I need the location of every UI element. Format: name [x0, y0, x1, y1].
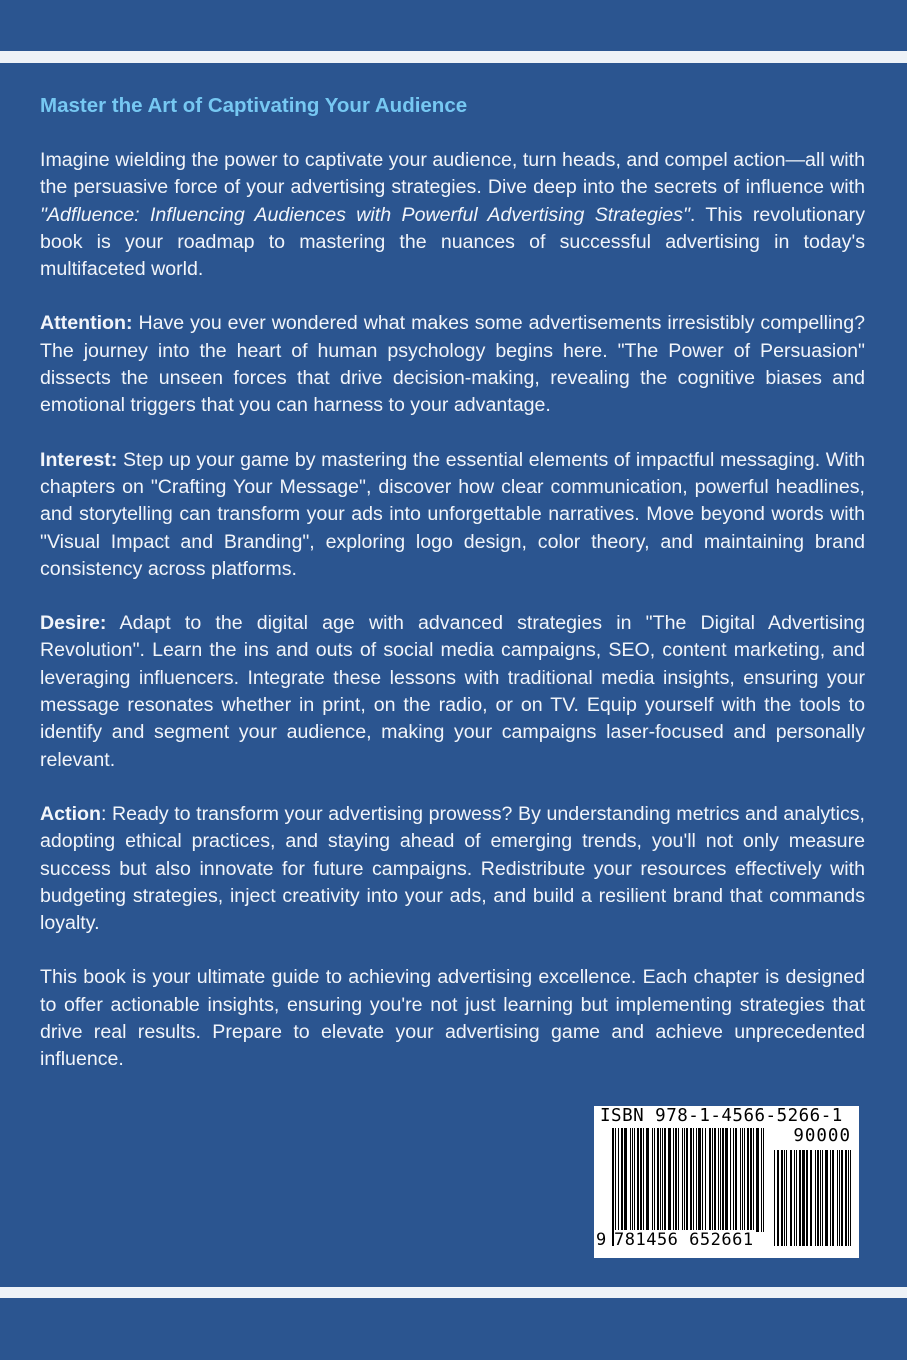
barcode-bar	[678, 1128, 679, 1232]
addon-bar	[841, 1150, 843, 1246]
isbn-number: ISBN 978-1-4566-5266-1	[600, 1106, 843, 1126]
addon-bar	[832, 1150, 834, 1246]
addon-bar	[774, 1150, 775, 1246]
barcode-bar	[722, 1128, 724, 1232]
barcode-bar	[675, 1128, 677, 1232]
addon-bar	[848, 1150, 849, 1246]
addon-bar	[817, 1150, 819, 1246]
barcode-bar	[621, 1128, 623, 1232]
addon-bar	[845, 1150, 847, 1246]
intro-paragraph	[40, 147, 865, 283]
barcode-bar	[662, 1128, 663, 1232]
ean-digits: 781456 652661	[614, 1230, 754, 1250]
interest-label: Interest:	[40, 448, 118, 471]
closing-paragraph: This book is your ultimate guide to achieving advertising excellence. Each chapter is designed to offer actionable insights, ensuring you're not just learning but implementing strategies that drive real results. Prepare to elevate your advertising game and achieve unprecedented influence.	[40, 966, 865, 1071]
barcode-bar	[637, 1128, 639, 1232]
barcode-bar	[753, 1128, 754, 1232]
barcode-bar	[630, 1128, 631, 1232]
addon-bar	[777, 1150, 779, 1246]
barcode-bar	[682, 1128, 683, 1232]
barcode-bar	[640, 1128, 642, 1232]
barcode-bar	[668, 1128, 671, 1232]
addon-bar	[837, 1150, 838, 1246]
barcode-bar	[750, 1128, 752, 1232]
barcode-bar	[744, 1128, 745, 1232]
addon-bar	[796, 1150, 797, 1246]
barcode-bar	[624, 1128, 627, 1232]
barcode-bar	[652, 1128, 653, 1232]
barcode-bar	[763, 1128, 764, 1232]
addon-bar	[825, 1150, 828, 1246]
addon-bar	[806, 1150, 808, 1246]
action-text: : Ready to transform your advertising prowess? By understanding metrics and analytics, adopting ethical practices, and staying ahead of emerging trends, you'll not only measure success but also innovate for future campaigns. Redistribute your resources effectively with budgeting strategies, inject creativity into your ads, and build a resilient brand that commands loyalty.	[40, 802, 865, 935]
desire-paragraph	[40, 610, 865, 774]
barcode-bar	[612, 1128, 614, 1246]
addon-bar	[799, 1150, 801, 1246]
barcode-bar	[740, 1128, 741, 1232]
barcode-bar	[702, 1128, 703, 1232]
addon-bar	[810, 1150, 812, 1246]
addon-bar	[802, 1150, 805, 1246]
book-title-italic: "Adfluence: Influencing Audiences with Powerful Advertising Strategies"	[40, 203, 690, 226]
barcode-bar	[714, 1128, 716, 1232]
barcode-bar	[684, 1128, 685, 1246]
barcode-bar	[696, 1128, 697, 1232]
top-stripe	[0, 51, 907, 63]
barcode-bar	[725, 1128, 728, 1232]
addon-bar	[786, 1150, 787, 1246]
barcode-bar	[690, 1128, 692, 1232]
interest-text: Step up your game by mastering the essential elements of impactful messaging. With chapters on "Crafting Your Message", discover how clear communication, powerful headlines, and storytelling can transform your ads into unforgettable narratives. Move beyond words with "Visual Impact and Branding", exploring logo design, color theory, and maintaining brand consistency across platforms.	[40, 448, 865, 580]
barcode-bar	[698, 1128, 701, 1232]
barcode-bar	[654, 1128, 655, 1232]
desire-label: Desire:	[40, 612, 107, 635]
barcode-bar	[634, 1128, 635, 1232]
addon-bar	[815, 1150, 816, 1246]
barcode-bar	[632, 1128, 633, 1232]
barcode-bar	[733, 1128, 734, 1232]
barcode-bar	[673, 1128, 674, 1232]
intro-text-2: . This revolutionary book is your roadmap to mastering the nuances of successful advertising in today's multifaceted world.	[40, 203, 865, 281]
addon-bar	[822, 1150, 823, 1246]
action-paragraph	[40, 801, 865, 937]
attention-paragraph	[40, 310, 865, 419]
barcode-bar	[646, 1128, 649, 1232]
intro-text-1: Imagine wielding the power to captivate your audience, turn heads, and compel action—all with the persuasive force of your advertising strategies. Dive deep into the secrets of influence with	[40, 149, 865, 199]
barcode-bar	[705, 1128, 706, 1232]
price-code: 90000	[793, 1126, 851, 1146]
barcode-bar	[660, 1128, 661, 1232]
barcode-bar	[747, 1128, 749, 1232]
barcode-bar	[643, 1128, 644, 1232]
back-cover-text	[40, 92, 865, 1101]
barcode-bar	[718, 1128, 719, 1232]
addon-bar	[794, 1150, 795, 1246]
barcode-bar	[615, 1128, 616, 1246]
barcode-bar	[693, 1128, 694, 1232]
barcode-bar	[686, 1128, 688, 1246]
barcode-bar	[712, 1128, 713, 1232]
cover-heading: Master the Art of Captivating Your Audience	[40, 94, 468, 117]
addon-bar	[790, 1150, 792, 1246]
barcode-bar	[664, 1128, 666, 1232]
action-label: Action	[40, 802, 101, 825]
addon-bar	[839, 1150, 840, 1246]
barcode-bar	[657, 1128, 659, 1232]
barcode-bar	[618, 1128, 619, 1232]
addon-bar	[784, 1150, 785, 1246]
addon-bar	[850, 1150, 851, 1246]
isbn-barcode	[594, 1106, 859, 1258]
barcode-bar	[756, 1128, 759, 1232]
barcode-bar	[709, 1128, 711, 1232]
desire-text: Adapt to the digital age with advanced strategies in "The Digital Advertising Revolution". Learn the ins and outs of social media campaigns, SEO, content marketing, and leveraging influencers. Integrate these lessons with traditional media insights, ensuring your message resonates whether in print, on the radio, or on TV. Equip yourself with the tools to identify and segment your audience, making your campaigns laser-focused and personally relevant.	[40, 612, 865, 771]
addon-bar	[830, 1150, 831, 1246]
addon-bar	[820, 1150, 821, 1246]
attention-text: Have you ever wondered what makes some advertisements irresistibly compelling? The journey into the heart of human psychology begins here. "The Power of Persuasion" dissects the unseen forces that drive decision-making, revealing the cognitive biases and emotional triggers that you can harness to your advantage.	[40, 312, 865, 417]
ean-lead-digit: 9	[596, 1230, 607, 1250]
barcode-bar	[735, 1128, 737, 1232]
bottom-stripe	[0, 1287, 907, 1298]
attention-label: Attention:	[40, 312, 133, 335]
addon-bar	[781, 1150, 783, 1246]
interest-paragraph	[40, 447, 865, 583]
barcode-bar	[742, 1128, 743, 1232]
barcode-bar	[720, 1128, 721, 1232]
barcode-bar	[730, 1128, 731, 1232]
barcode-bar	[761, 1128, 762, 1232]
